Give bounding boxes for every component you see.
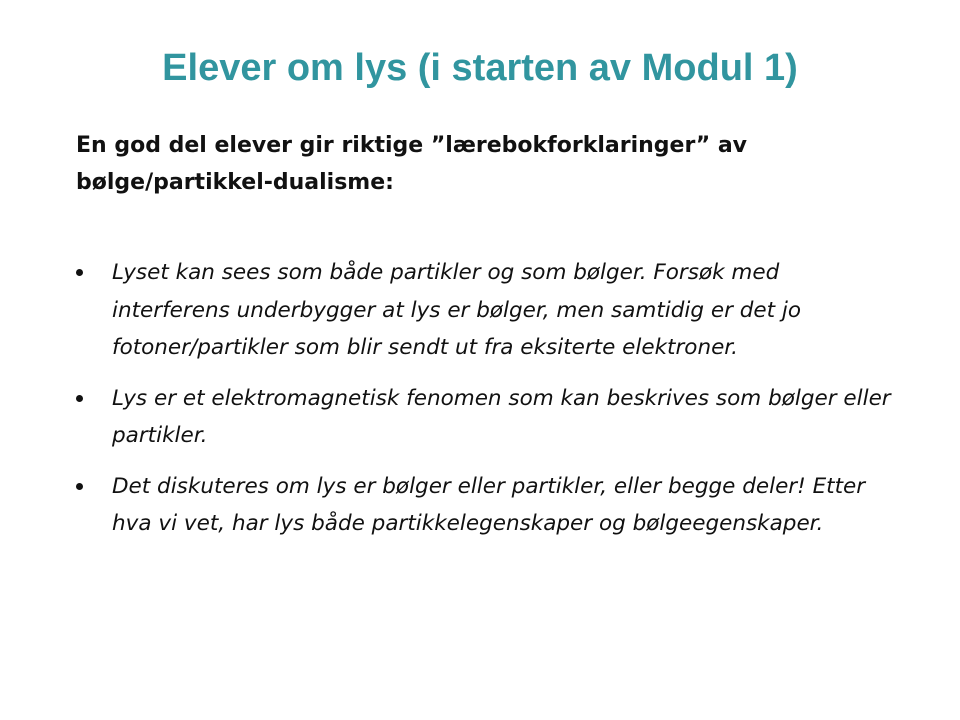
bullet-icon [76,269,83,276]
bullet-item [76,468,896,543]
slide-title: Elever om lys (i starten av Modul 1) [162,47,798,89]
bullet-icon [76,483,83,490]
bullet-item [76,254,896,367]
bullet-text: Det diskuteres om lys er bølger eller partikler, eller begge deler! Etter hva vi vet, har lys både partikkelegenskaper og bølgeegenskaper. [112,473,866,536]
bullet-list [76,254,896,556]
bullet-icon [76,395,83,402]
intro-text: En god del elever gir riktige ”lærebokforklaringer” av bølge/partikkel-dualisme: [76,133,747,195]
bullet-text: Lyset kan sees som både partikler og som bølger. Forsøk med interferens underbygger at lys er bølger, men samtidig er det jo fotoner/partikler som blir sendt ut fra eksiterte elektroner. [112,260,802,360]
bullet-item [76,380,896,455]
bullet-text: Lys er et elektromagnetisk fenomen som kan beskrives som bølger eller partikler. [112,385,891,448]
